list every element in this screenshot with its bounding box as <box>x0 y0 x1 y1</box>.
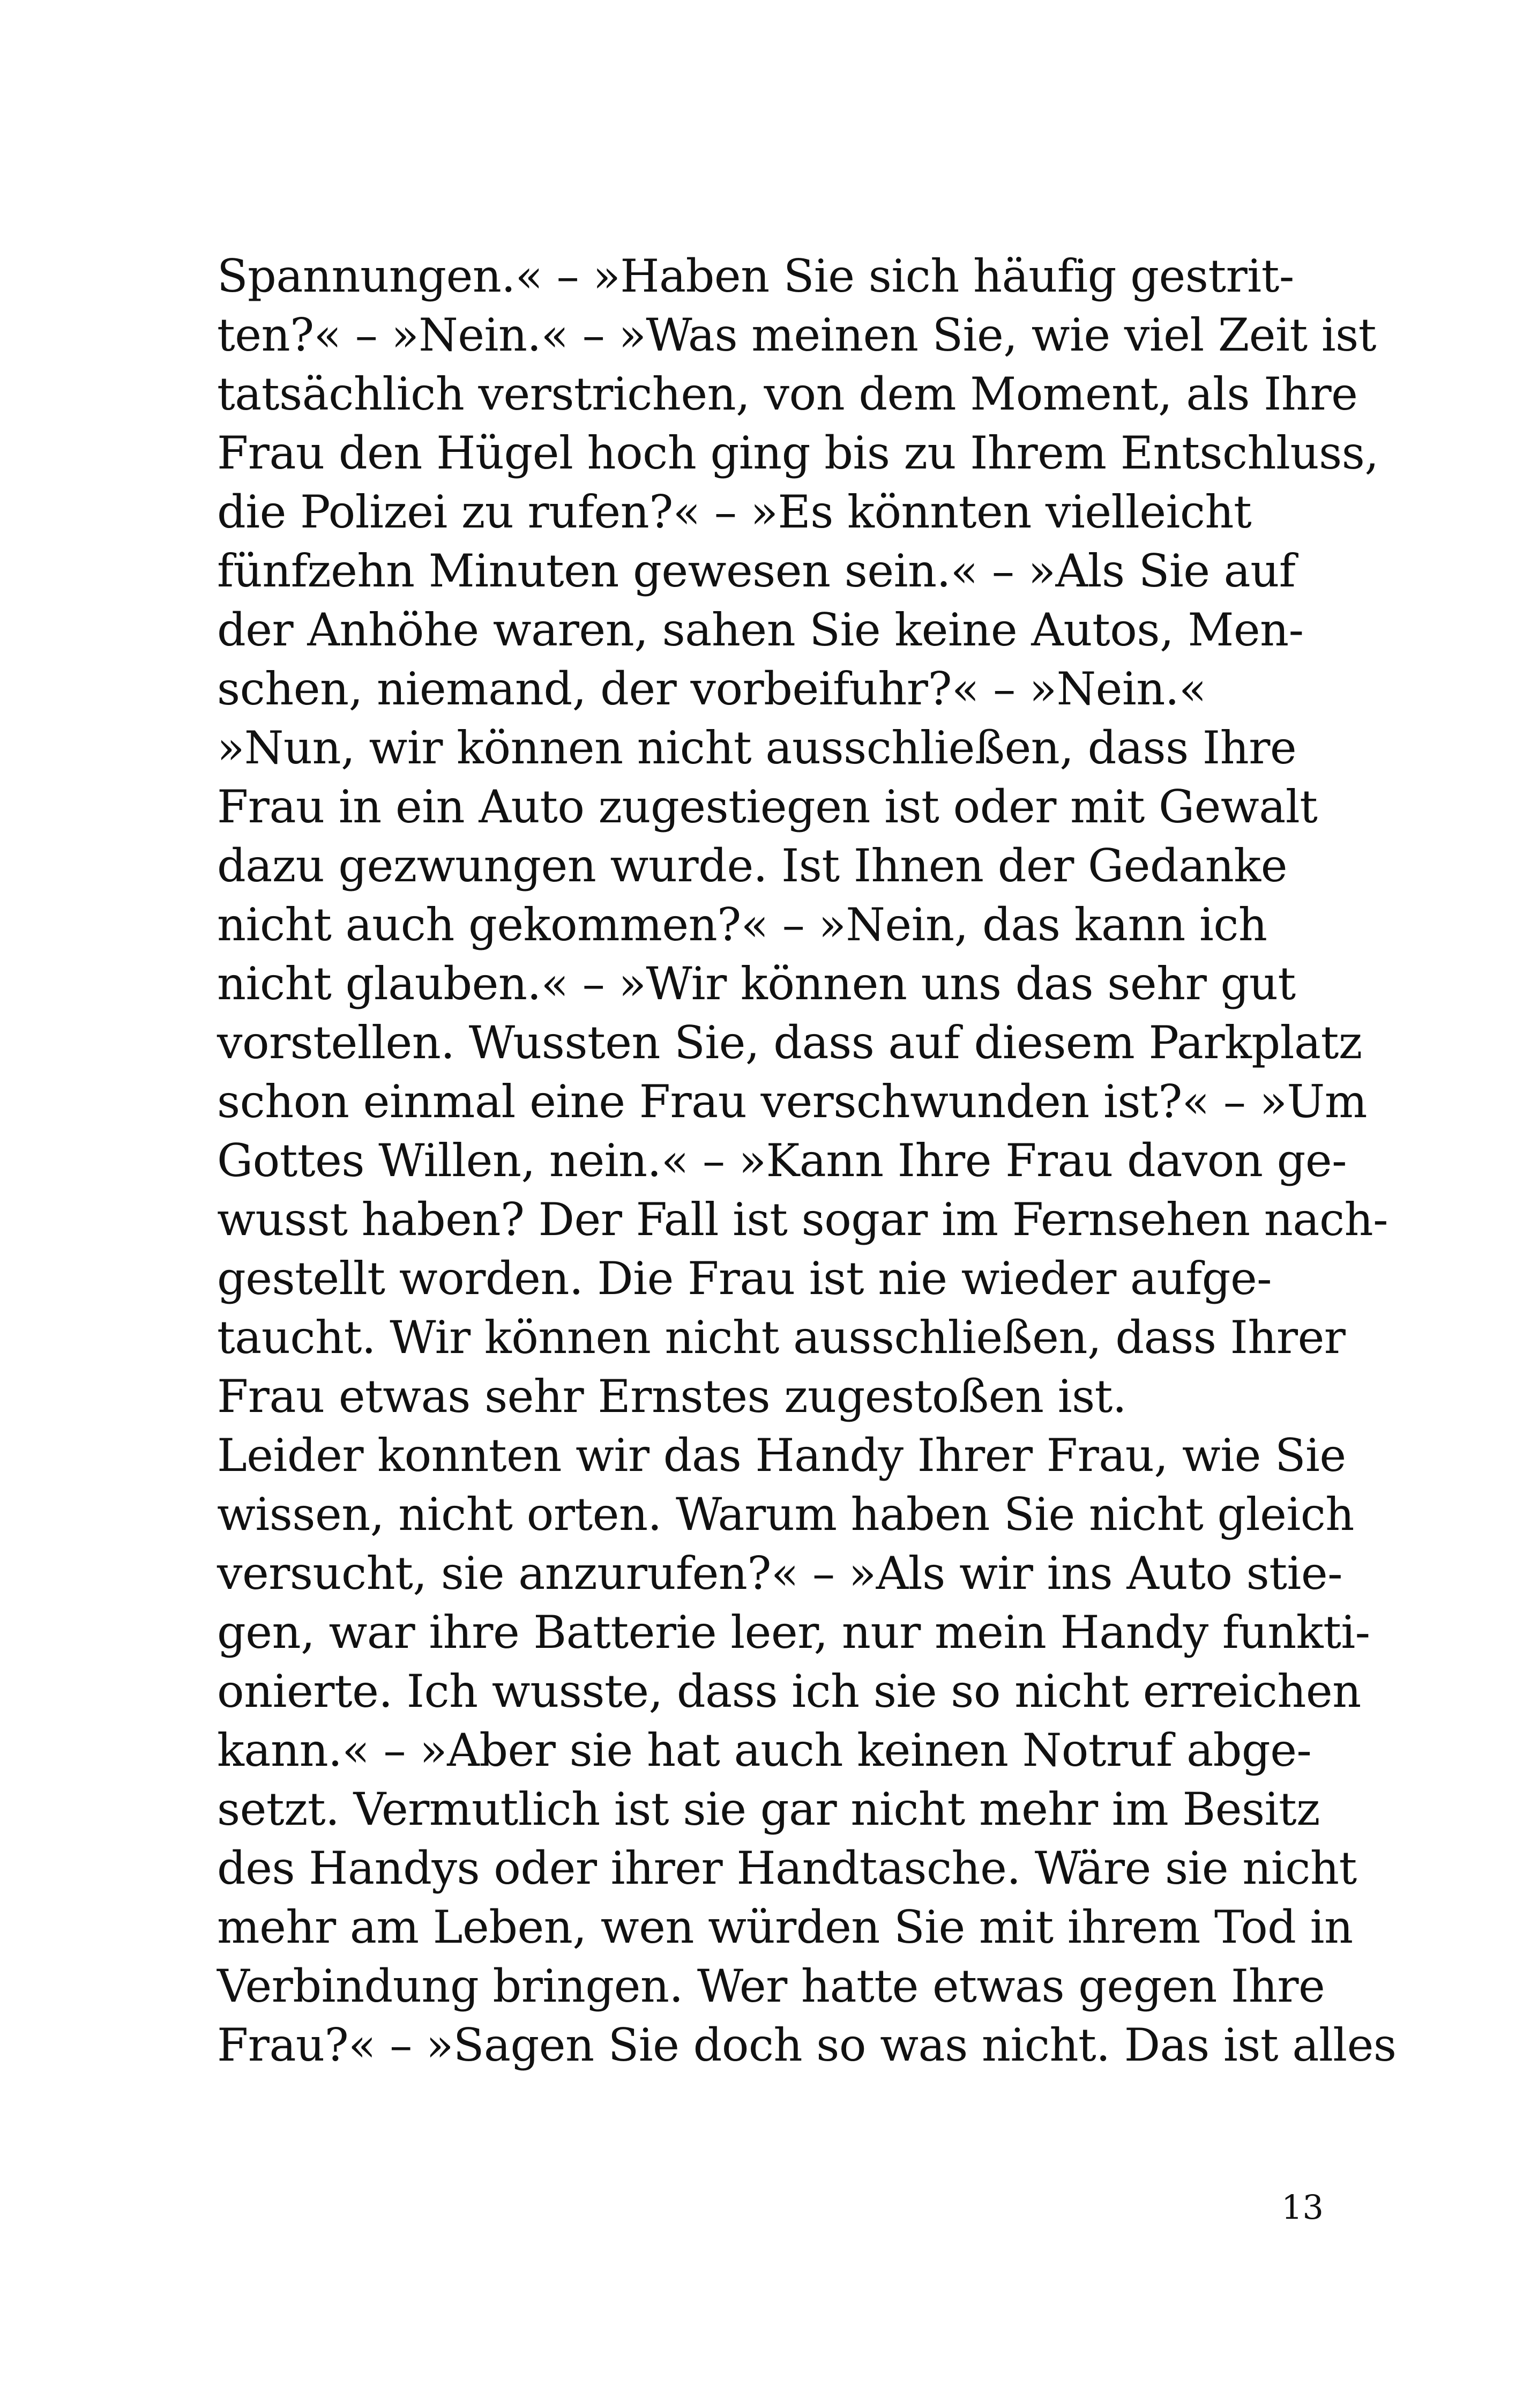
text-line: Spannungen.« – »Haben Sie sich häufig gestrit- <box>217 250 1294 302</box>
text-line: fünfzehn Minuten gewesen sein.« – »Als Sie auf <box>217 545 1296 597</box>
text-line: setzt. Vermutlich ist sie gar nicht mehr im Besitz <box>217 1783 1320 1835</box>
text-line: gen, war ihre Batterie leer, nur mein Handy funkti- <box>217 1606 1370 1659</box>
page-number: 13 <box>1281 2188 1324 2227</box>
text-line: der Anhöhe waren, sahen Sie keine Autos, Men- <box>217 604 1304 656</box>
text-line: mehr am Leben, wen würden Sie mit ihrem Tod in <box>217 1901 1353 1953</box>
text-line: vorstellen. Wussten Sie, dass auf diesem Parkplatz <box>217 1016 1362 1069</box>
text-line: Verbindung bringen. Wer hatte etwas gegen Ihre <box>217 1960 1325 2012</box>
text-line: Frau in ein Auto zugestiegen ist oder mit Gewalt <box>217 781 1318 833</box>
text-line: kann.« – »Aber sie hat auch keinen Notruf abge- <box>217 1724 1312 1777</box>
text-line: schen, niemand, der vorbeifuhr?« – »Nein.« <box>217 663 1206 715</box>
text-line: Frau etwas sehr Ernstes zugestoßen ist. <box>217 1370 1127 1423</box>
text-line: nicht auch gekommen?« – »Nein, das kann ich <box>217 898 1267 951</box>
text-line: Leider konnten wir das Handy Ihrer Frau, wie Sie <box>217 1429 1346 1482</box>
text-line: Frau den Hügel hoch ging bis zu Ihrem Entschluss, <box>217 427 1379 479</box>
text-line: onierte. Ich wusste, dass ich sie so nicht erreichen <box>217 1665 1361 1718</box>
text-line: »Nun, wir können nicht ausschließen, dass Ihre <box>217 722 1297 774</box>
text-line: versucht, sie anzurufen?« – »Als wir ins Auto stie- <box>217 1547 1342 1600</box>
text-line: tatsächlich verstrichen, von dem Moment, als Ihre <box>217 368 1358 420</box>
text-line: die Polizei zu rufen?« – »Es könnten vielleicht <box>217 486 1252 538</box>
text-line: schon einmal eine Frau verschwunden ist?« – »Um <box>217 1075 1367 1128</box>
text-line: wusst haben? Der Fall ist sogar im Fernsehen nach- <box>217 1193 1388 1246</box>
text-line: des Handys oder ihrer Handtasche. Wäre sie nicht <box>217 1842 1357 1894</box>
text-line: ten?« – »Nein.« – »Was meinen Sie, wie viel Zeit ist <box>217 309 1377 361</box>
text-line: dazu gezwungen wurde. Ist Ihnen der Gedanke <box>217 839 1287 892</box>
text-line: Gottes Willen, nein.« – »Kann Ihre Frau davon ge- <box>217 1134 1347 1187</box>
text-line: Frau?« – »Sagen Sie doch so was nicht. Das ist alles <box>217 2019 1397 2071</box>
text-line: wissen, nicht orten. Warum haben Sie nicht gleich <box>217 1488 1354 1541</box>
text-line: taucht. Wir können nicht ausschließen, dass Ihrer <box>217 1311 1346 1364</box>
text-line: nicht glauben.« – »Wir können uns das sehr gut <box>217 957 1296 1010</box>
text-line: gestellt worden. Die Frau ist nie wieder aufge- <box>217 1252 1272 1305</box>
